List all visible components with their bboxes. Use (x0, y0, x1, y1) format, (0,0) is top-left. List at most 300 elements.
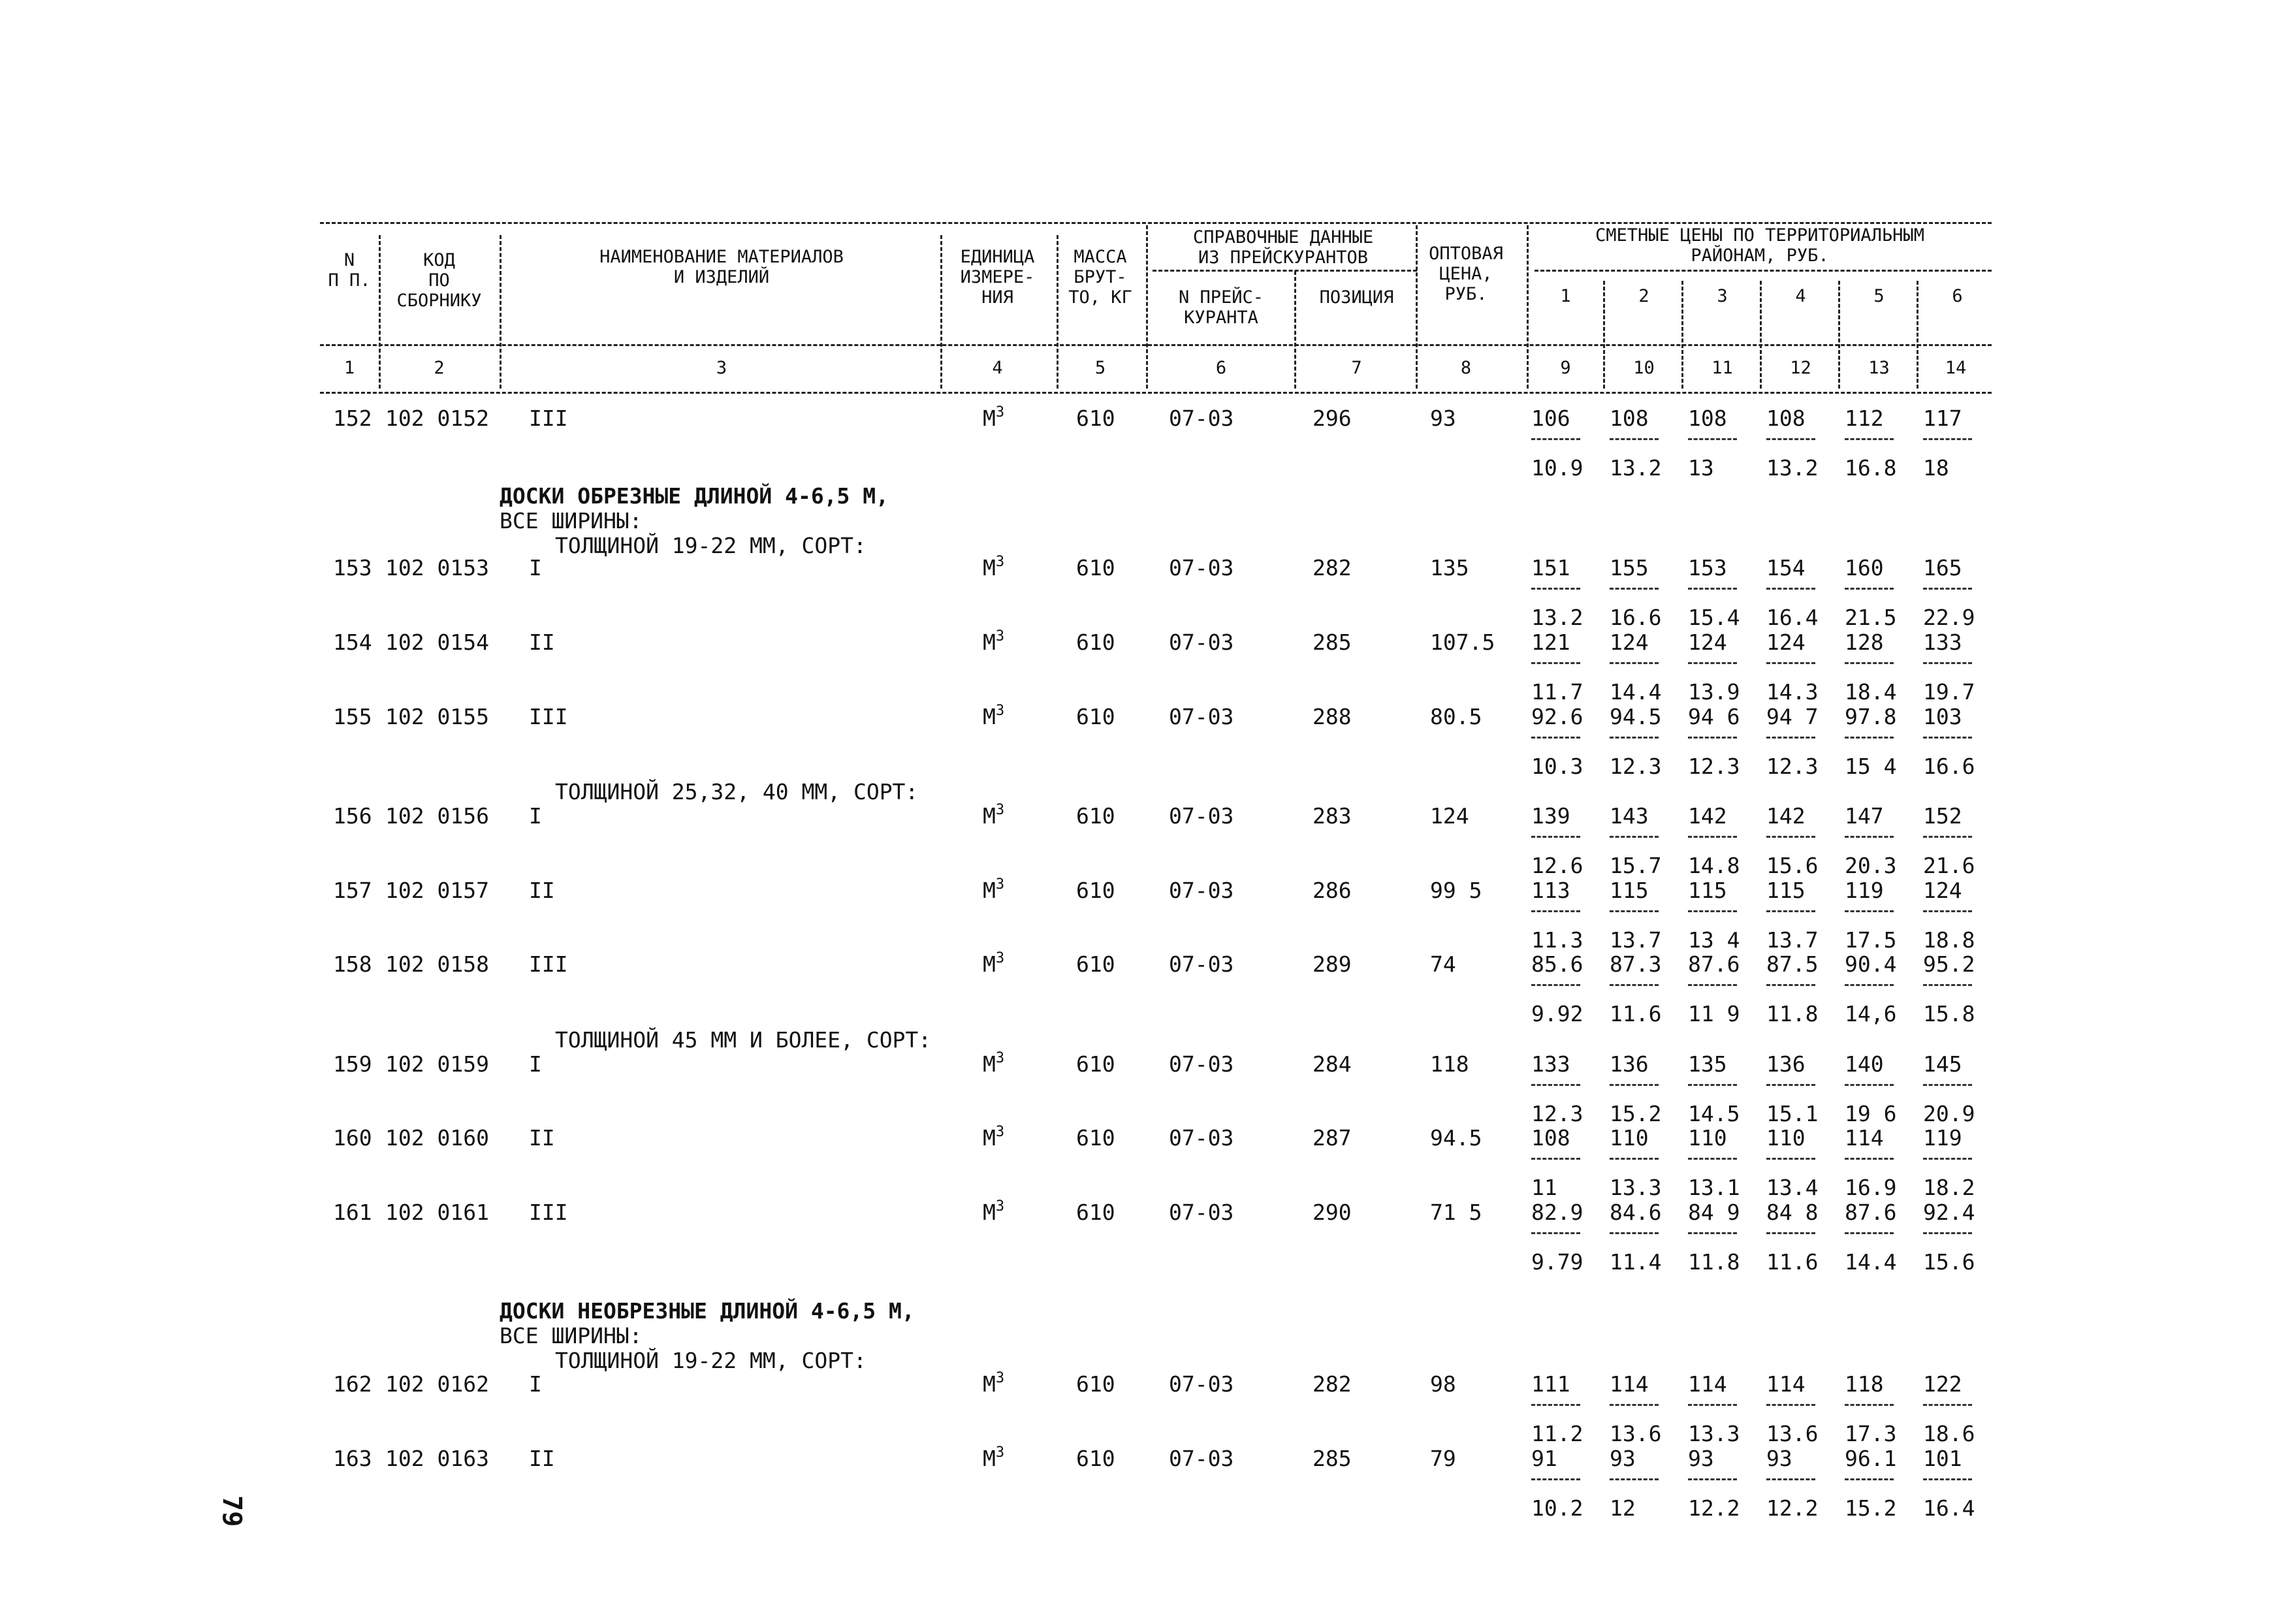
header-col-number: N П П. (328, 250, 371, 291)
region-transport-share: 11.2 (1531, 1421, 1584, 1446)
region-transport-share: 14.4 (1610, 679, 1662, 705)
region-transport-share: 14.8 (1688, 853, 1740, 878)
row-price-list: 07-03 (1169, 1051, 1234, 1077)
region-price: 93 (1688, 1446, 1714, 1471)
fraction-line (1531, 438, 1580, 440)
row-unit-base: М (983, 803, 996, 829)
header-separator (1057, 235, 1058, 389)
header-column-number: 13 (1868, 358, 1890, 378)
region-transport-share: 12.2 (1688, 1495, 1740, 1521)
fraction-line (1688, 1158, 1737, 1160)
row-wholesale-price: 94.5 (1430, 1125, 1482, 1151)
row-code: 102 0159 (385, 1051, 489, 1077)
region-transport-share: 13.4 (1766, 1175, 1819, 1200)
row-code: 102 0160 (385, 1125, 489, 1151)
region-price: 119 (1923, 1125, 1962, 1151)
fraction-line (1766, 1084, 1815, 1086)
region-price: 103 (1923, 704, 1962, 729)
region-price: 114 (1688, 1371, 1727, 1397)
region-transport-share: 12.3 (1531, 1101, 1584, 1126)
row-position: 296 (1313, 406, 1352, 431)
header-col-wholesale-price: ОПТОВАЯ ЦЕНА, РУБ. (1429, 244, 1503, 304)
fraction-line (1923, 1404, 1972, 1406)
row-position: 282 (1313, 1371, 1352, 1397)
region-transport-share: 16.4 (1766, 605, 1819, 630)
fraction-line (1845, 836, 1894, 838)
region-price: 85.6 (1531, 951, 1584, 977)
region-transport-share: 13.7 (1766, 927, 1819, 953)
header-region-number: 1 (1560, 286, 1571, 306)
region-price: 115 (1610, 878, 1649, 903)
region-transport-share: 14.5 (1688, 1101, 1740, 1126)
fraction-line (1923, 1232, 1972, 1234)
region-price: 165 (1923, 555, 1962, 581)
fraction-line (1610, 1084, 1659, 1086)
region-price: 122 (1923, 1371, 1962, 1397)
region-transport-share: 11 9 (1688, 1001, 1740, 1027)
region-price: 82.9 (1531, 1200, 1584, 1225)
region-transport-share: 18 (1923, 455, 1949, 481)
row-code: 102 0157 (385, 878, 489, 903)
region-price: 121 (1531, 629, 1570, 655)
row-price-list: 07-03 (1169, 878, 1234, 903)
row-position: 283 (1313, 803, 1352, 829)
row-name: III (529, 704, 568, 729)
region-transport-share: 13.2 (1766, 455, 1819, 481)
region-transport-share: 13 (1688, 455, 1714, 481)
row-code: 102 0162 (385, 1371, 489, 1397)
header-separator (1146, 225, 1148, 389)
region-transport-share: 12.6 (1531, 853, 1584, 878)
fraction-line (1766, 662, 1815, 664)
header-separator (1760, 281, 1762, 389)
row-number: 158 (333, 951, 372, 977)
fraction-line (1845, 1158, 1894, 1160)
header-separator (379, 235, 381, 389)
region-price: 124 (1688, 629, 1727, 655)
region-transport-share: 11.4 (1610, 1249, 1662, 1275)
row-wholesale-price: 99 5 (1430, 878, 1482, 903)
row-number: 154 (333, 629, 372, 655)
row-name: III (529, 951, 568, 977)
row-code: 102 0152 (385, 406, 489, 431)
region-price: 114 (1845, 1125, 1884, 1151)
row-wholesale-price: 124 (1430, 803, 1469, 829)
fraction-line (1766, 1478, 1815, 1480)
row-code: 102 0163 (385, 1446, 489, 1471)
fraction-line (1531, 1478, 1580, 1480)
row-number: 156 (333, 803, 372, 829)
row-number: 163 (333, 1446, 372, 1471)
row-mass: 610 (1076, 1200, 1115, 1225)
header-separator (1527, 225, 1529, 389)
region-price: 145 (1923, 1051, 1962, 1077)
fraction-line (1923, 1158, 1972, 1160)
region-transport-share: 18.8 (1923, 927, 1975, 953)
row-unit-superscript: 3 (995, 950, 1005, 966)
row-number: 161 (333, 1200, 372, 1225)
region-price: 115 (1688, 878, 1727, 903)
header-col-unit: ЕДИНИЦА ИЗМЕРЕ- НИЯ (960, 247, 1035, 308)
region-price: 94 6 (1688, 704, 1740, 729)
row-unit-superscript: 3 (995, 554, 1005, 570)
header-column-number: 7 (1351, 358, 1362, 378)
region-transport-share: 17.3 (1845, 1421, 1897, 1446)
fraction-line (1688, 662, 1737, 664)
region-price: 111 (1531, 1371, 1570, 1397)
region-transport-share: 13.3 (1610, 1175, 1662, 1200)
region-price: 124 (1766, 629, 1806, 655)
row-position: 284 (1313, 1051, 1352, 1077)
region-price: 108 (1766, 406, 1806, 431)
region-transport-share: 14.4 (1845, 1249, 1897, 1275)
fraction-line (1845, 662, 1894, 664)
region-price: 110 (1766, 1125, 1806, 1151)
region-transport-share: 11.6 (1610, 1001, 1662, 1027)
fraction-line (1923, 836, 1972, 838)
region-transport-share: 19.7 (1923, 679, 1975, 705)
region-transport-share: 15.2 (1845, 1495, 1897, 1521)
header-region-number: 5 (1873, 286, 1885, 306)
fraction-line (1845, 438, 1894, 440)
region-transport-share: 12 (1610, 1495, 1636, 1521)
fraction-line (1531, 1084, 1580, 1086)
fraction-line (1766, 1158, 1815, 1160)
row-unit-base: М (983, 1051, 996, 1077)
row-price-list: 07-03 (1169, 1446, 1234, 1471)
region-transport-share: 10.3 (1531, 754, 1584, 779)
row-name: I (529, 803, 542, 829)
fraction-line (1923, 910, 1972, 912)
row-position: 285 (1313, 1446, 1352, 1471)
fraction-line (1531, 1158, 1580, 1160)
region-price: 94 7 (1766, 704, 1819, 729)
fraction-line (1688, 737, 1737, 739)
region-transport-share: 15.6 (1923, 1249, 1975, 1275)
region-transport-share: 15.7 (1610, 853, 1662, 878)
region-price: 135 (1688, 1051, 1727, 1077)
section-heading-line: ДОСКИ НЕОБРЕЗНЫЕ ДЛИНОЙ 4-6,5 М, (500, 1298, 915, 1324)
region-transport-share: 17.5 (1845, 927, 1897, 953)
row-name: III (529, 1200, 568, 1225)
region-price: 87.6 (1688, 951, 1740, 977)
fraction-line (1531, 588, 1580, 590)
row-unit (983, 1444, 1005, 1474)
fraction-line (1688, 1478, 1737, 1480)
region-price: 92.6 (1531, 704, 1584, 729)
row-wholesale-price: 118 (1430, 1051, 1469, 1077)
fraction-line (1766, 1404, 1815, 1406)
region-price: 84.6 (1610, 1200, 1662, 1225)
region-transport-share: 13.6 (1766, 1421, 1819, 1446)
region-transport-share: 15.4 (1688, 605, 1740, 630)
region-price: 95.2 (1923, 951, 1975, 977)
region-transport-share: 9.79 (1531, 1249, 1584, 1275)
header-column-number: 14 (1945, 358, 1967, 378)
region-transport-share: 10.9 (1531, 455, 1584, 481)
fraction-line (1531, 984, 1580, 986)
row-unit-superscript: 3 (995, 1198, 1005, 1215)
region-price: 151 (1531, 555, 1570, 581)
row-price-list: 07-03 (1169, 704, 1234, 729)
row-unit-base: М (983, 1446, 996, 1471)
header-region-rule (1535, 270, 1992, 272)
row-position: 290 (1313, 1200, 1352, 1225)
row-mass: 610 (1076, 1125, 1115, 1151)
fraction-line (1610, 438, 1659, 440)
fraction-line (1610, 984, 1659, 986)
region-price: 124 (1610, 629, 1649, 655)
header-col-position: ПОЗИЦИЯ (1319, 287, 1394, 308)
row-unit-superscript: 3 (995, 1050, 1005, 1066)
region-price: 84 8 (1766, 1200, 1819, 1225)
row-unit-base: М (983, 629, 996, 655)
row-unit (983, 1050, 1005, 1079)
page-number: 79 (217, 1495, 247, 1527)
fraction-line (1531, 737, 1580, 739)
header-col-code: КОД ПО СБОРНИКУ (396, 250, 482, 311)
region-transport-share: 13.1 (1688, 1175, 1740, 1200)
row-unit-base: М (983, 1200, 996, 1225)
region-price: 92.4 (1923, 1200, 1975, 1225)
fraction-line (1688, 1232, 1737, 1234)
row-price-list: 07-03 (1169, 803, 1234, 829)
region-transport-share: 13.2 (1531, 605, 1584, 630)
region-price: 128 (1845, 629, 1884, 655)
fraction-line (1688, 836, 1737, 838)
row-unit-superscript: 3 (995, 1370, 1005, 1386)
section-heading: ВСЕ ШИРИНЫ: (500, 508, 643, 533)
region-transport-share: 21.6 (1923, 853, 1975, 878)
region-transport-share: 11.8 (1688, 1249, 1740, 1275)
region-transport-share: 16.9 (1845, 1175, 1897, 1200)
row-mass: 610 (1076, 1051, 1115, 1077)
fraction-line (1923, 1478, 1972, 1480)
row-unit (983, 705, 1004, 732)
fraction-line (1531, 836, 1580, 838)
row-wholesale-price: 71 5 (1430, 1200, 1482, 1225)
row-position: 288 (1313, 704, 1352, 729)
fraction-line (1845, 588, 1894, 590)
region-price: 115 (1766, 878, 1806, 903)
fraction-line (1845, 1478, 1894, 1480)
section-subheading: ТОЛЩИНОЙ 45 ММ И БОЛЕЕ, СОРТ: (555, 1027, 932, 1053)
row-unit-superscript: 3 (995, 703, 1005, 719)
region-transport-share: 18.6 (1923, 1421, 1975, 1446)
row-number: 155 (333, 704, 372, 729)
row-wholesale-price: 98 (1430, 1371, 1456, 1397)
row-unit-base: М (983, 951, 996, 977)
fraction-line (1845, 910, 1894, 912)
row-price-list: 07-03 (1169, 951, 1234, 977)
section-subheading: ТОЛЩИНОЙ 19-22 ММ, СОРТ: (555, 533, 867, 558)
row-position: 285 (1313, 629, 1352, 655)
row-position: 287 (1313, 1125, 1352, 1151)
region-price: 139 (1531, 803, 1570, 829)
row-code: 102 0161 (385, 1200, 489, 1225)
region-price: 152 (1923, 803, 1962, 829)
fraction-line (1531, 1232, 1580, 1234)
header-col-mass: МАССА БРУТ- ТО, КГ (1068, 247, 1132, 308)
header-column-number: 3 (716, 358, 727, 378)
region-transport-share: 12.3 (1688, 754, 1740, 779)
fraction-line (1923, 662, 1972, 664)
header-separator (1416, 225, 1418, 389)
row-position: 286 (1313, 878, 1352, 903)
fraction-line (1610, 910, 1659, 912)
region-transport-share: 16.6 (1610, 605, 1662, 630)
row-name: II (529, 629, 555, 655)
row-unit-superscript: 3 (995, 1124, 1005, 1140)
row-unit (983, 804, 1004, 831)
region-transport-share: 15.8 (1923, 1001, 1975, 1027)
row-price-list: 07-03 (1169, 406, 1234, 431)
section-heading-line: ДОСКИ ОБРЕЗНЫЕ ДЛИНОЙ 4-6,5 М, (500, 483, 889, 509)
row-code: 102 0155 (385, 704, 489, 729)
row-unit-superscript: 3 (995, 1444, 1005, 1461)
row-name: I (529, 1371, 542, 1397)
row-unit-base: М (983, 406, 996, 431)
row-name: II (529, 878, 555, 903)
row-mass: 610 (1076, 1446, 1115, 1471)
row-price-list: 07-03 (1169, 1371, 1234, 1397)
region-price: 84 9 (1688, 1200, 1740, 1225)
region-transport-share: 15 4 (1845, 754, 1897, 779)
region-transport-share: 14,6 (1845, 1001, 1897, 1027)
row-number: 157 (333, 878, 372, 903)
row-unit (983, 404, 1005, 434)
region-transport-share: 20.3 (1845, 853, 1897, 878)
region-price: 93 (1610, 1446, 1636, 1471)
row-mass: 610 (1076, 704, 1115, 729)
region-price: 93 (1766, 1446, 1792, 1471)
row-unit (983, 556, 1004, 583)
header-column-number: 5 (1094, 358, 1106, 378)
header-col-region-group: СМЕТНЫЕ ЦЕНЫ ПО ТЕРРИТОРИАЛЬНЫМ РАЙОНАМ, РУБ. (1595, 225, 1924, 266)
fraction-line (1923, 1084, 1972, 1086)
header-column-number: 9 (1560, 358, 1571, 378)
section-heading: ВСЕ ШИРИНЫ: (500, 1323, 643, 1348)
fraction-line (1766, 588, 1815, 590)
row-wholesale-price: 80.5 (1430, 704, 1482, 729)
fraction-line (1923, 438, 1972, 440)
row-unit-base: М (983, 555, 996, 581)
region-transport-share: 13.2 (1610, 455, 1662, 481)
fraction-line (1923, 984, 1972, 986)
region-price: 133 (1531, 1051, 1570, 1077)
row-mass: 610 (1076, 951, 1115, 977)
header-separator (1917, 281, 1918, 389)
fraction-line (1766, 438, 1815, 440)
row-unit (983, 1126, 1004, 1153)
row-price-list: 07-03 (1169, 555, 1234, 581)
fraction-line (1610, 737, 1659, 739)
header-column-number: 4 (992, 358, 1003, 378)
region-price: 87.3 (1610, 951, 1662, 977)
fraction-line (1766, 836, 1815, 838)
row-unit (983, 950, 1005, 979)
region-transport-share: 11.6 (1766, 1249, 1819, 1275)
region-price: 143 (1610, 803, 1649, 829)
header-column-number: 8 (1460, 358, 1472, 378)
fraction-line (1845, 737, 1894, 739)
header-region-number: 3 (1717, 286, 1728, 306)
region-transport-share: 18.4 (1845, 679, 1897, 705)
fraction-line (1610, 1232, 1659, 1234)
region-transport-share: 14.3 (1766, 679, 1819, 705)
row-unit (983, 876, 1005, 906)
region-transport-share: 13.3 (1688, 1421, 1740, 1446)
header-column-number: 12 (1790, 358, 1811, 378)
header-column-number: 10 (1633, 358, 1655, 378)
header-separator (940, 235, 942, 389)
header-column-number: 1 (343, 358, 355, 378)
row-wholesale-price: 135 (1430, 555, 1469, 581)
row-price-list: 07-03 (1169, 1200, 1234, 1225)
row-name: II (529, 1446, 555, 1471)
region-price: 87.5 (1766, 951, 1819, 977)
fraction-line (1688, 910, 1737, 912)
region-transport-share: 13 4 (1688, 927, 1740, 953)
row-mass: 610 (1076, 803, 1115, 829)
row-mass: 610 (1076, 406, 1115, 431)
row-code: 102 0158 (385, 951, 489, 977)
region-price: 142 (1688, 803, 1727, 829)
row-position: 282 (1313, 555, 1352, 581)
section-subheading: ТОЛЩИНОЙ 19-22 ММ, СОРТ: (555, 1348, 867, 1373)
region-transport-share: 11.7 (1531, 679, 1584, 705)
region-transport-share: 10.2 (1531, 1495, 1584, 1521)
row-mass: 610 (1076, 1371, 1115, 1397)
region-price: 110 (1610, 1125, 1649, 1151)
region-transport-share: 16.4 (1923, 1495, 1975, 1521)
row-unit-base: М (983, 1125, 996, 1151)
header-separator (1603, 281, 1605, 389)
fraction-line (1610, 1158, 1659, 1160)
row-number: 152 (333, 406, 372, 431)
region-price: 96.1 (1845, 1446, 1897, 1471)
header-region-number: 2 (1638, 286, 1649, 306)
row-unit-superscript: 3 (995, 404, 1005, 421)
fraction-line (1923, 737, 1972, 739)
row-wholesale-price: 107.5 (1430, 629, 1495, 655)
header-mid-rule (320, 344, 1992, 346)
region-price: 133 (1923, 629, 1962, 655)
section-heading (500, 1299, 915, 1323)
region-price: 142 (1766, 803, 1806, 829)
row-wholesale-price: 93 (1430, 406, 1456, 431)
row-mass: 610 (1076, 555, 1115, 581)
fraction-line (1531, 662, 1580, 664)
fraction-line (1610, 1404, 1659, 1406)
region-price: 124 (1923, 878, 1962, 903)
fraction-line (1766, 910, 1815, 912)
region-price: 160 (1845, 555, 1884, 581)
row-number: 153 (333, 555, 372, 581)
region-price: 106 (1531, 406, 1570, 431)
row-code: 102 0154 (385, 629, 489, 655)
header-region-number: 4 (1795, 286, 1806, 306)
region-transport-share: 20.9 (1923, 1101, 1975, 1126)
region-transport-share: 15.6 (1766, 853, 1819, 878)
row-unit-base: М (983, 1371, 996, 1397)
region-price: 112 (1845, 406, 1884, 431)
fraction-line (1610, 662, 1659, 664)
row-number: 160 (333, 1125, 372, 1151)
row-wholesale-price: 74 (1430, 951, 1456, 977)
fraction-line (1766, 984, 1815, 986)
row-code: 102 0153 (385, 555, 489, 581)
